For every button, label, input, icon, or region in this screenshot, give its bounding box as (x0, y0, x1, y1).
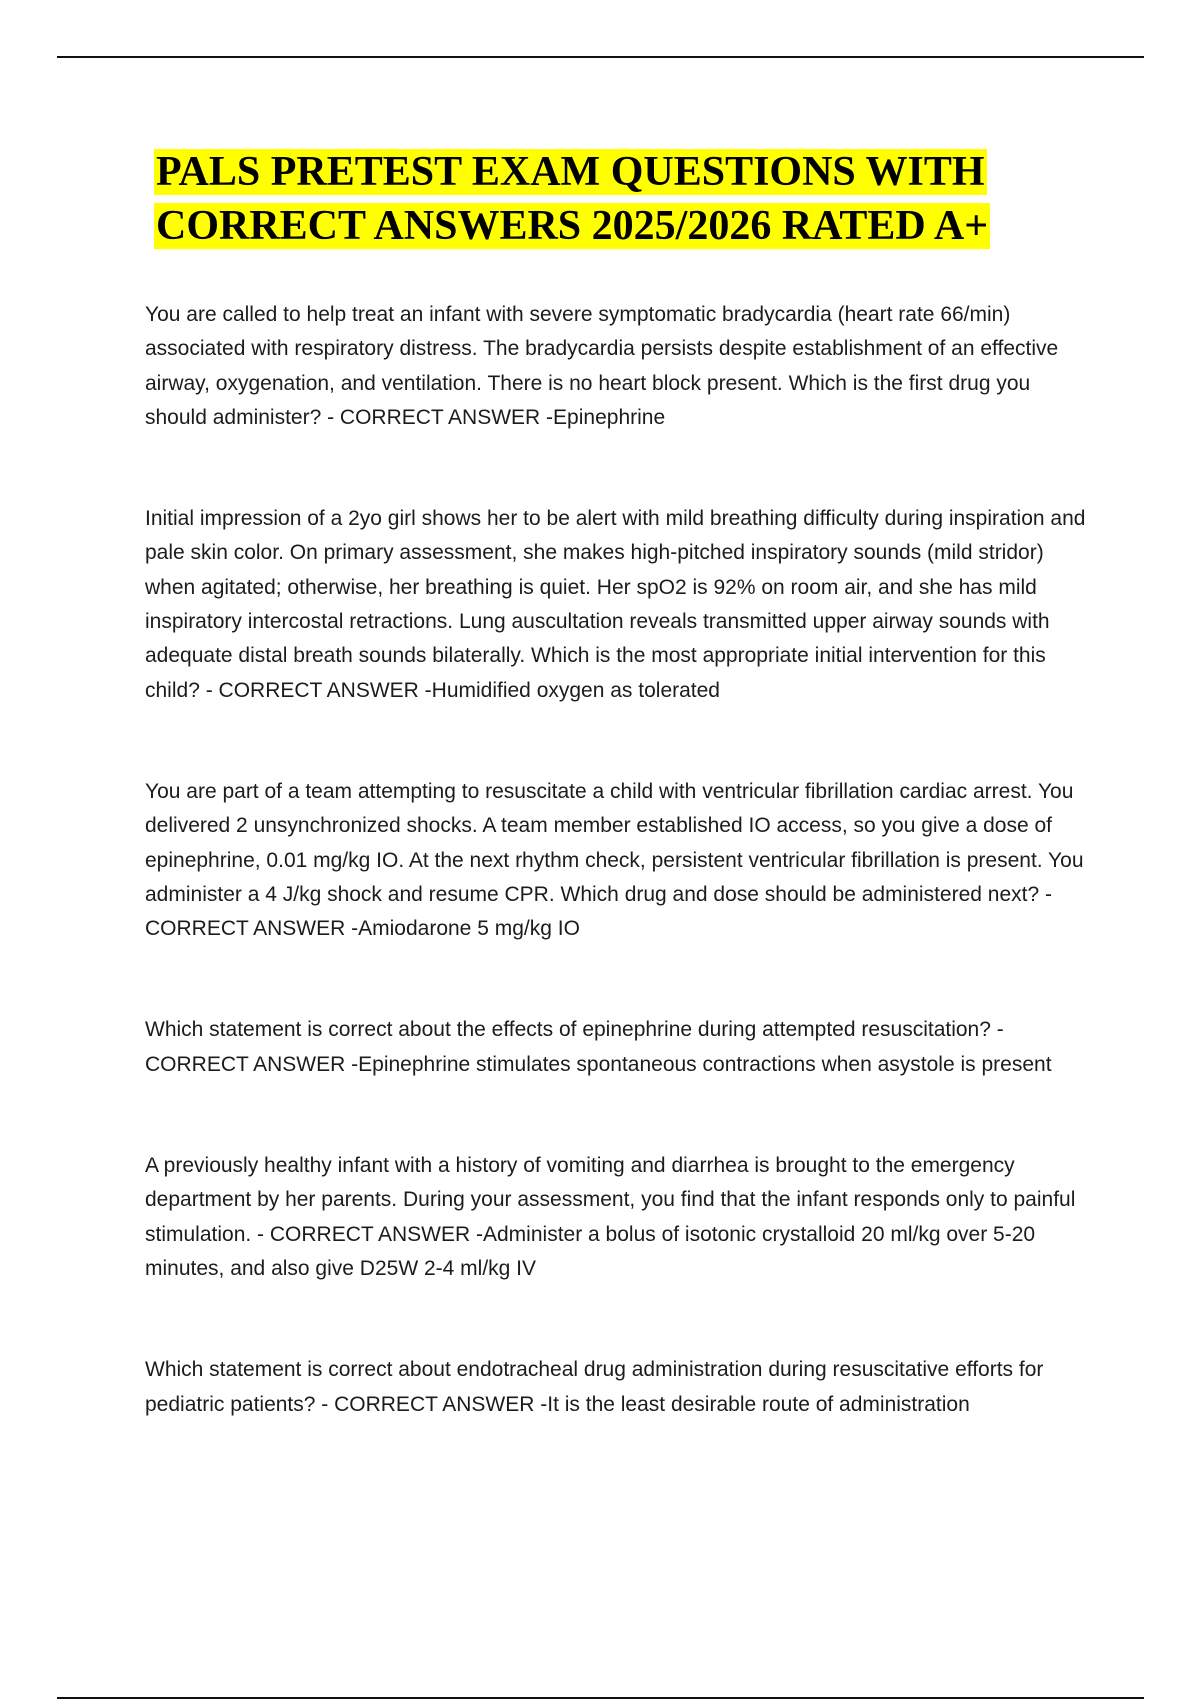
qa-item: Which statement is correct about endotracheal drug administration during resuscitative efforts for pediatric patients? - CORRECT ANSWER -It is the least desirable route of administration (145, 1358, 1044, 1416)
document-title: PALS PRETEST EXAM QUESTIONS WITH CORRECT ANSWERS 2025/2026 RATED A+ (156, 149, 989, 249)
qa-item: A previously healthy infant with a history of vomiting and diarrhea is brought to the emergency department by her parents. During your assessment, you find that the infant responds only to painful stimulation. - CORRECT ANSWER -Administer a bolus of isotonic crystalloid 20 ml/kg over 5-20 minutes, and also give D25W 2-4 ml/kg IV (145, 1154, 1076, 1280)
qa-item: You are called to help treat an infant with severe symptomatic bradycardia (heart rate 66/min) associated with respiratory distress. The bradycardia persists despite establishment of an effective airway, oxygenation, and ventilation. There is no heart block present. Which is the first drug you should administer? - CORRECT ANSWER -Epinephrine (145, 303, 1059, 429)
title-block (154, 145, 1034, 253)
qa-item: Initial impression of a 2yo girl shows her to be alert with mild breathing difficulty during inspiration and pale skin color. On primary assessment, she makes high-pitched inspiratory sounds (mild stridor) when agitated; otherwise, her breathing is quiet. Her spO2 is 92% on room air, and she has mild inspiratory intercostal retractions. Lung auscultation reveals transmitted upper airway sounds with adequate distal breath sounds bilaterally. Which is the most appropriate initial intervention for this child? - CORRECT ANSWER -Humidified oxygen as tolerated (145, 507, 1086, 702)
bottom-rule (57, 1697, 1144, 1699)
qa-list (145, 298, 1095, 1422)
qa-item: You are part of a team attempting to resuscitate a child with ventricular fibrillation cardiac arrest. You delivered 2 unsynchronized shocks. A team member established IO access, so you give a dose of epinephrine, 0.01 mg/kg IO. At the next rhythm check, persistent ventricular fibrillation is present. You administer a 4 J/kg shock and resume CPR. Which drug and dose should be administered next? - CORRECT ANSWER -Amiodarone 5 mg/kg IO (145, 779, 1084, 941)
qa-item: Which statement is correct about the effects of epinephrine during attempted resuscitation? - CORRECT ANSWER -Epinephrine stimulates spontaneous contractions when asystole is present (145, 1018, 1052, 1076)
top-rule (57, 56, 1144, 58)
